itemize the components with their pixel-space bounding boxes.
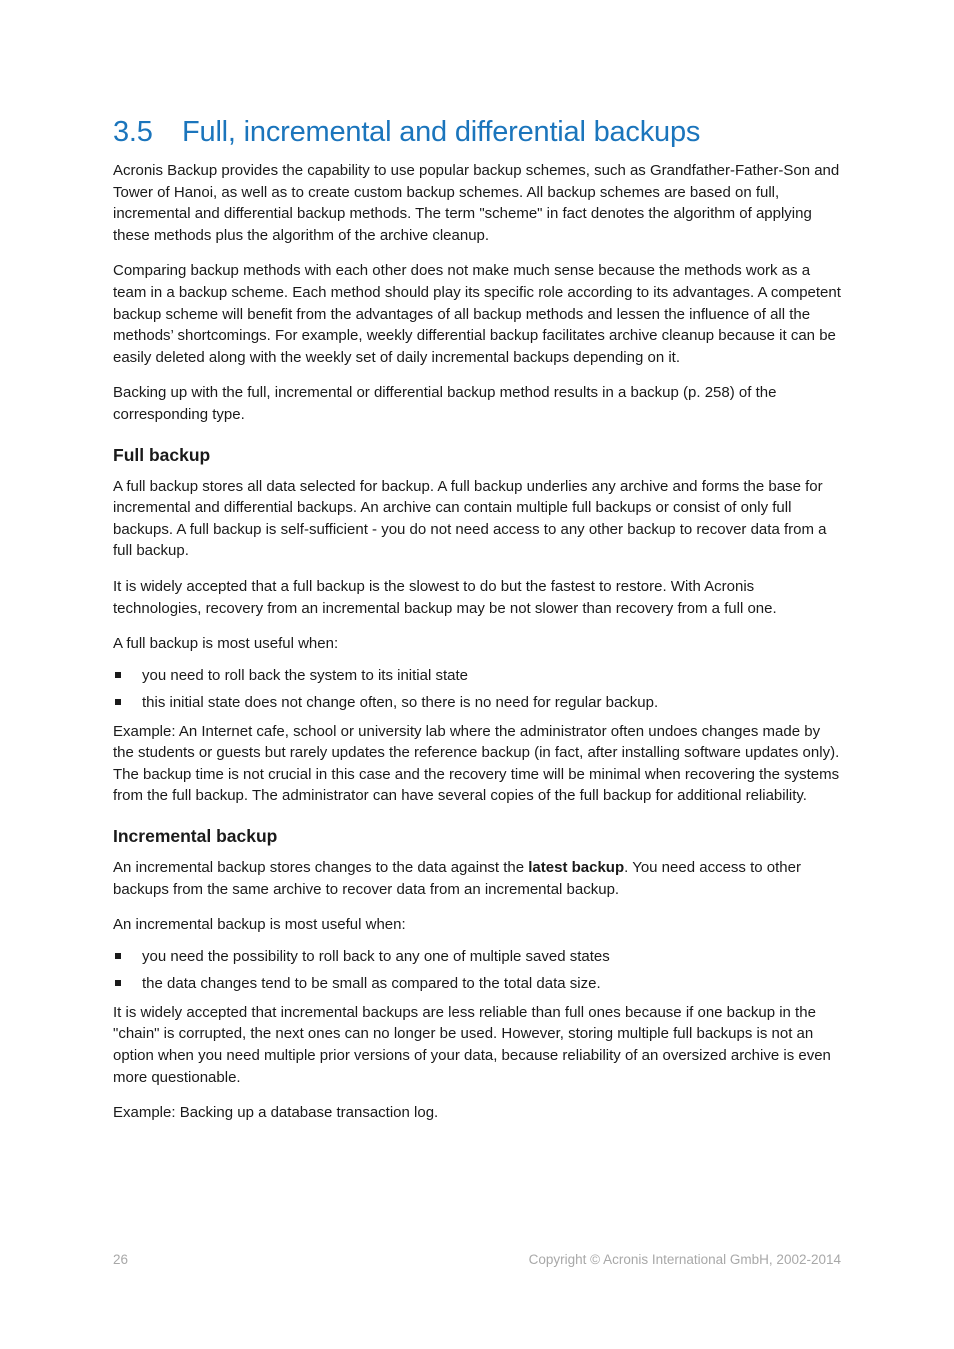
page-number: 26 xyxy=(113,1252,129,1267)
intro-paragraph-3: Backing up with the full, incremental or differential backup method results in a backup (p. 258) of the corresponding type. xyxy=(113,384,777,423)
full-backup-list xyxy=(113,665,841,713)
full-backup-paragraph-3: A full backup is most useful when: xyxy=(113,635,339,653)
page-content xyxy=(113,114,841,1138)
full-backup-example: Example: An Internet cafe, school or university lab where the administrator often undoes changes made by the students or guests but rarely updates the reference backup (in fact, after installing software updates only). The backup time is not crucial in this case and the recovery time will be minimal when recovering the systems from the full backup. The administrator can have several copies of the full backup for additional reliability. xyxy=(113,722,840,805)
full-backup-paragraph-1: A full backup stores all data selected for backup. A full backup underlies any archive and forms the base for incremental and differential backups. An archive can contain multiple full backups or consist of only full backups. A full backup is self-sufficient - you do not need access to any other backup to recover data from a full backup. xyxy=(113,477,827,560)
incremental-backup-list xyxy=(113,946,841,994)
intro-paragraph-1: Acronis Backup provides the capability to use popular backup schemes, such as Grandfather-Father-Son and Tower of Hanoi, as well as to create custom backup schemes. All backup schemes are based on full, incremental and differential backup methods. The term "scheme" in fact denotes the algorithm of applying these methods plus the algorithm of the archive cleanup. xyxy=(113,162,840,244)
incremental-backup-example: Example: Backing up a database transaction log. xyxy=(113,1104,439,1122)
incremental-backup-paragraph-2: An incremental backup is most useful when: xyxy=(113,916,406,934)
incremental-backup-paragraph-1 xyxy=(113,857,841,900)
bold-term: latest backup xyxy=(528,859,625,877)
list-item: the data changes tend to be small as compared to the total data size. xyxy=(113,973,841,994)
section-heading xyxy=(113,114,841,150)
text-run: . You need access to other backups from the same archive to recover data from an incremental backup. xyxy=(113,859,801,898)
list-item: this initial state does not change often, so there is no need for regular backup. xyxy=(113,692,841,713)
intro-paragraph-2: Comparing backup methods with each other does not make much sense because the methods work as a team in a backup scheme. Each method should play its specific role according to its advantages. A competent backup scheme will benefit from the advantages of all backup methods and lessen the influence of all the methods’ shortcomings. For example, weekly differential backup facilitates archive cleanup because it can be easily deleted along with the weekly set of daily incremental backups depending on it. xyxy=(113,262,841,366)
section-number: 3.5 xyxy=(113,116,153,148)
full-backup-paragraph-2: It is widely accepted that a full backup is the slowest to do but the fastest to restore. With Acronis technologies, recovery from an incremental backup may be not slower than recovery from a full one. xyxy=(113,577,777,617)
text-run: An incremental backup stores changes to the data against the xyxy=(113,859,529,877)
section-title: Full, incremental and differential backups xyxy=(182,116,701,148)
incremental-backup-heading: Incremental backup xyxy=(113,826,278,847)
list-item: you need to roll back the system to its initial state xyxy=(113,665,841,686)
incremental-backup-paragraph-3: It is widely accepted that incremental backups are less reliable than full ones because if one backup in the "chain" is corrupted, the next ones can no longer be used. However, storing multiple full backups is not an option when you need multiple prior versions of your data, because reliability of an oversized archive is even more questionable. xyxy=(113,1003,831,1086)
copyright-notice: Copyright © Acronis International GmbH, 2002-2014 xyxy=(528,1252,841,1267)
list-item: you need the possibility to roll back to any one of multiple saved states xyxy=(113,946,841,967)
full-backup-heading: Full backup xyxy=(113,444,211,465)
